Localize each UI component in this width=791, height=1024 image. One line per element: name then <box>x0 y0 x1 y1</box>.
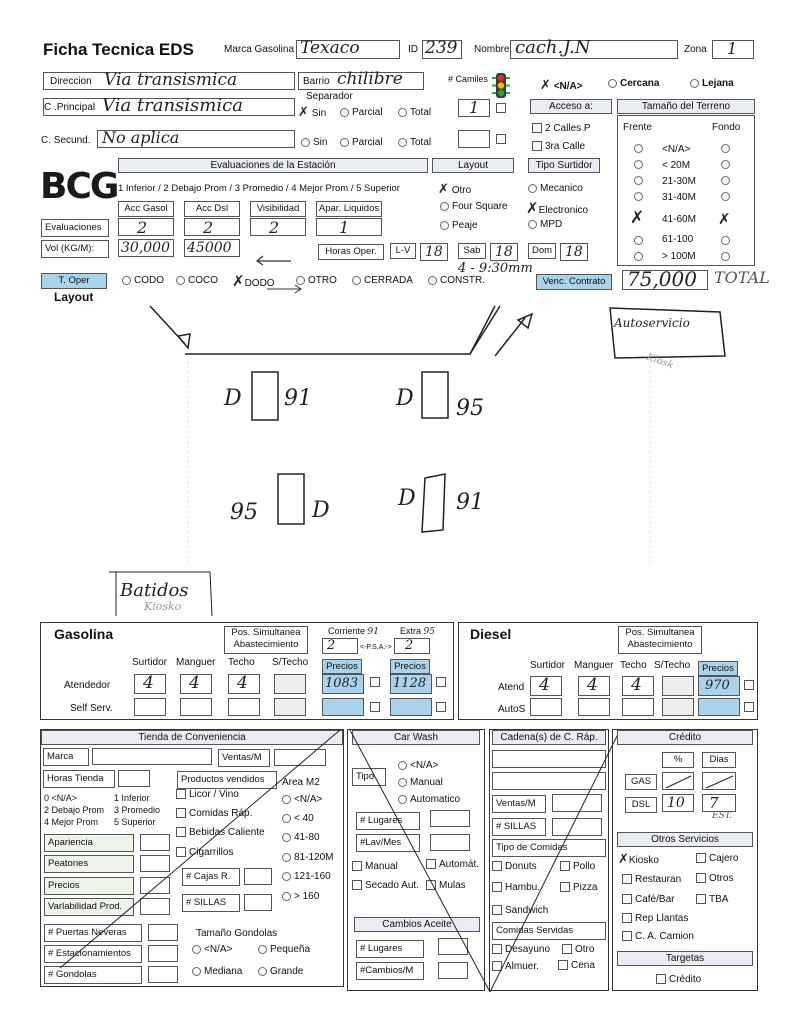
surtidor-mecanico[interactable]: Mecanico <box>528 183 583 194</box>
gas-extra-check[interactable] <box>436 677 449 688</box>
vol-label: Vol (KG/M): <box>41 240 109 258</box>
vol-gasol[interactable]: 30,000 <box>118 239 174 257</box>
layout-peaje[interactable]: Peaje <box>440 220 478 231</box>
cambios-cambios-label: #Cambios/M <box>356 962 424 980</box>
fondo-21-30[interactable] <box>721 175 733 186</box>
nombre-value: cach.J.N <box>515 37 591 58</box>
pump-2-right: 95 <box>456 396 484 421</box>
carwash-secado[interactable]: Secado Aut. <box>352 880 419 891</box>
csecund-field[interactable] <box>97 130 295 148</box>
terreno-opt-6: > 100M <box>662 251 696 262</box>
batidos-sub: Kiosko <box>144 600 182 613</box>
tienda-ventas-label: Ventas/M <box>218 749 270 767</box>
marca-label: Marca Gasolina <box>224 44 295 55</box>
puertas-label: # Puertas Neveras <box>44 924 142 942</box>
frente-61-100[interactable] <box>634 235 646 246</box>
diesel-title: Diesel <box>470 626 512 642</box>
venc-note: TOTAL <box>714 268 770 287</box>
gas-ss-precio-corr[interactable] <box>322 698 364 716</box>
gas-at-techo[interactable]: 4 <box>228 674 260 694</box>
direccion-field[interactable] <box>43 72 295 90</box>
cadena-cena[interactable]: Cena <box>558 960 595 971</box>
pump-4-right: 91 <box>456 490 484 515</box>
corriente-label: Corriente 91 <box>328 626 379 637</box>
productos-label: Productos vendidos <box>177 771 277 789</box>
otros-rep-llantas[interactable]: Rep Llantas <box>622 913 688 924</box>
cadena-pizza[interactable]: Pizza <box>560 882 597 893</box>
bcg-logo: BCG <box>40 166 118 207</box>
dsl-col-techo: Techo <box>620 660 647 671</box>
terreno-opt-3: 31-40M <box>662 192 696 203</box>
pump-3-right: D <box>312 498 330 523</box>
csecund-parcial[interactable]: Parcial <box>340 137 383 148</box>
area-81-120[interactable]: 81-120M <box>282 852 333 863</box>
gas-col-surtidor: Surtidor <box>132 657 168 668</box>
gas-at-stecho[interactable] <box>274 674 306 694</box>
dsl-as-stecho[interactable] <box>662 698 694 716</box>
fondo-31-40[interactable] <box>721 191 733 202</box>
dsl-precios: Precios <box>698 661 738 676</box>
terreno-opt-0: <N/A> <box>662 144 691 155</box>
area-121-160[interactable]: 121-160 <box>282 871 331 882</box>
separador-parcial[interactable]: Parcial <box>340 107 383 118</box>
eval-peatones: Peatones <box>44 855 134 873</box>
selfserv-label: Self Serv. <box>70 703 113 714</box>
camiles-label: # Camiles <box>448 74 489 84</box>
csecund-label: C. Secund. <box>41 135 91 146</box>
frente-20[interactable] <box>634 159 646 170</box>
venc-field[interactable]: 75,000 <box>622 270 708 290</box>
separador-total[interactable]: Total <box>398 107 431 118</box>
tienda-sillas-label: # SILLAS <box>182 894 240 912</box>
dsl-at-manguer[interactable]: 4 <box>578 676 610 696</box>
targetas-header: Targetas <box>617 951 753 966</box>
atend-label: Atend <box>498 682 525 693</box>
gas-corr-check[interactable] <box>370 677 383 688</box>
toper-otro[interactable]: OTRO <box>296 275 337 286</box>
credito-dsl-pct[interactable]: 10 <box>662 794 694 812</box>
prod-cigarrillos[interactable]: Cigarrillos <box>176 847 233 858</box>
gas-ss-manguer[interactable] <box>180 698 212 716</box>
autoservicio-note: Autoservicio <box>614 316 690 330</box>
frente-31-40[interactable] <box>634 191 646 202</box>
page-title: Ficha Tecnica EDS <box>43 40 194 59</box>
pump-3-left: 95 <box>230 500 258 525</box>
pump-4-left: D <box>398 486 416 511</box>
carwash-manual[interactable]: Manual <box>352 861 398 872</box>
col-visibilidad: Visibilidad <box>250 201 306 217</box>
horas-sab-field[interactable]: 18 <box>490 243 518 261</box>
cadena-servidas-label: Comidas Servidas <box>492 922 606 940</box>
gas-ss-stecho[interactable] <box>274 698 306 716</box>
csecund-sin[interactable]: Sin <box>301 137 327 148</box>
extra-field[interactable]: 2 <box>394 638 430 654</box>
eval-precios: Precios <box>44 877 134 895</box>
otros-cajero[interactable]: Cajero <box>696 853 738 864</box>
cadena-header: Cadena(s) de C. Ráp. <box>492 730 606 745</box>
dsl-at-techo[interactable]: 4 <box>622 676 654 696</box>
otros-cafebar[interactable]: Café/Bar <box>622 894 674 905</box>
terreno-opt-1: < 20M <box>662 160 691 171</box>
layout-header: Layout <box>432 158 514 173</box>
pump-1-left: D <box>224 386 242 411</box>
dsl-as-surtidor[interactable] <box>530 698 562 716</box>
cadena-ventas-label: Ventas/M <box>492 795 546 813</box>
area-160[interactable]: > 160 <box>282 891 319 902</box>
otros-kiosko[interactable]: ✗Kiosko <box>618 852 659 867</box>
terreno-header: Tamaño del Terreno <box>617 99 755 114</box>
cprincipal-label: C .Principal <box>44 102 96 113</box>
acceso-header: Acceso a: <box>530 99 612 114</box>
toper-label: T. Oper <box>41 273 107 289</box>
frente-21-30[interactable] <box>634 175 646 186</box>
gas-at-surtidor[interactable]: 4 <box>134 674 166 694</box>
horas-dom-field[interactable]: 18 <box>560 243 588 261</box>
kiosko-note: Kiosk <box>644 351 675 372</box>
gas-col-manguer: Manguer <box>176 657 216 668</box>
dsl-at-surtidor[interactable]: 4 <box>530 676 562 696</box>
cadena-sillas-label: # SILLAS <box>492 818 546 836</box>
fondo-20[interactable] <box>721 159 733 170</box>
venc-label: Venc. Contrato <box>536 274 612 290</box>
cprincipal-value: Via transismica <box>102 95 243 116</box>
corriente-field[interactable]: 2 <box>322 638 358 654</box>
pump-2-left: D <box>396 386 414 411</box>
area-40[interactable]: < 40 <box>282 813 314 824</box>
otros-header: Otros Servicios <box>617 832 753 847</box>
dsl-at-stecho[interactable] <box>662 676 694 696</box>
prod-bebidas[interactable]: Bebidas Caliente <box>176 827 265 838</box>
fondo-61-100[interactable] <box>721 235 733 246</box>
area-41-80[interactable]: 41-80 <box>282 832 320 843</box>
horas-lv-field[interactable]: 18 <box>420 243 448 261</box>
horas-label: Horas Oper. <box>318 244 384 260</box>
acceso-2calles[interactable]: 2 Calles P <box>532 123 591 134</box>
cadena-desayuno[interactable]: Desayuno <box>492 944 550 955</box>
arrow-icon <box>255 253 295 267</box>
extra-label: Extra 95 <box>400 626 435 637</box>
tamano-pequena[interactable]: Pequeña <box>258 944 310 955</box>
gas-col-techo: Techo <box>228 657 255 668</box>
dsl-as-check[interactable] <box>744 702 757 713</box>
cadena-tipo-label: Tipo de Comidas <box>492 839 606 857</box>
gas-ss-precio-extra[interactable] <box>390 698 432 716</box>
tienda-scale-2: 2 Debajo Prom <box>44 805 105 815</box>
diesel-pos: Pos. Simultanea Abastecimiento <box>618 626 702 654</box>
camiles-value: 1 <box>469 98 480 117</box>
nombre-label: Nombre <box>474 44 510 55</box>
carwash-lugares-label: # Lugares <box>356 812 420 830</box>
col-acc-dsl: Acc Dsl <box>184 201 240 217</box>
credito-pct-label: % <box>662 752 694 768</box>
gondolas-label: # Gondolas <box>44 966 142 984</box>
terreno-opt-2: 21-30M <box>662 176 696 187</box>
toper-constr[interactable]: CONSTR. <box>428 275 485 286</box>
gas-ss-techo[interactable] <box>228 698 260 716</box>
carwash-tipo-manual[interactable]: Manual <box>398 777 443 788</box>
horas-lv-label: L-V <box>390 243 416 259</box>
csecund-value: No aplica <box>102 128 180 147</box>
cadena-otro[interactable]: Otro <box>562 944 594 955</box>
vol-dsl[interactable]: 45000 <box>184 239 240 257</box>
otros-restauran[interactable]: Restauran <box>622 874 681 885</box>
col-acc-gasol: Acc Gasol <box>118 201 174 217</box>
tienda-scale-0: 0 <N/A> <box>44 793 78 803</box>
terreno-opt-5: 61-100 <box>662 234 694 245</box>
separador-label: Separador <box>306 91 353 102</box>
estac-label: # Estacionamientos <box>44 945 142 963</box>
dsl-precio-field[interactable]: 970 <box>698 676 740 696</box>
eval-acc-dsl[interactable]: 2 <box>184 218 240 236</box>
tienda-scale-4: 4 Mejor Prom <box>44 817 99 827</box>
col-apar-liquidos: Apar. Liquidos <box>316 201 382 217</box>
frente-100[interactable] <box>634 251 646 262</box>
carwash-tipo-label: Tipo <box>352 768 386 786</box>
toper-codo[interactable]: CODO <box>122 275 164 286</box>
dsl-precio-check[interactable] <box>744 680 757 691</box>
credito-dsl-dias[interactable]: 7 <box>702 794 736 812</box>
acceso-3racalle[interactable]: 3ra Calle <box>532 141 585 152</box>
horas-dom-label: Dom <box>528 243 556 259</box>
fondo-100[interactable] <box>721 251 733 262</box>
eval-apariencia: Apariencia <box>44 834 134 852</box>
toper-cerrada[interactable]: CERRADA <box>352 275 413 286</box>
credito-gas-label: GAS <box>625 774 657 790</box>
marca-field[interactable] <box>296 40 400 59</box>
dsl-as-techo[interactable] <box>622 698 654 716</box>
cprincipal-field[interactable] <box>43 95 295 116</box>
csecund-camiles-check[interactable] <box>496 134 509 145</box>
evaluaciones-label: Evaluaciones <box>41 219 109 237</box>
cross-out-lines <box>340 724 630 996</box>
prod-licor[interactable]: Licor / Vino <box>176 789 239 800</box>
dsl-col-stecho: S/Techo <box>654 660 691 671</box>
credito-gas-dias[interactable] <box>702 772 736 790</box>
credito-header: Crédito <box>617 730 753 745</box>
prod-comidas[interactable]: Comidas Ráp. <box>176 808 252 819</box>
tienda-marca-label: Marca <box>43 748 89 766</box>
csecund-total[interactable]: Total <box>398 137 431 148</box>
toper-dodo[interactable]: ✗DODO <box>232 272 275 290</box>
layout-sketch <box>100 296 760 620</box>
tamano-grande[interactable]: Grande <box>258 966 303 977</box>
targetas-credito[interactable]: Crédito <box>656 974 701 985</box>
gasolina-pos: Pos. Simultanea Abastecimiento <box>224 626 308 654</box>
eval-variabilidad: Varlabilidad Prod. <box>44 898 134 916</box>
gas-ss-surtidor[interactable] <box>134 698 166 716</box>
evaluaciones-scale: 1 Inferior / 2 Debajo Prom / 3 Promedio / 4 Mejor Prom / 5 Superior <box>118 183 400 194</box>
cadena-almuer[interactable]: Almuer. <box>492 961 539 972</box>
credito-dsl-label: DSL <box>625 797 657 813</box>
horas-sab-label: Sab <box>458 243 486 259</box>
terreno-fondo: Fondo <box>712 122 741 133</box>
carwash-tipo-auto[interactable]: Automatico <box>398 794 460 805</box>
gas-col-stecho: S/Techo <box>272 657 309 668</box>
tienda-scale-1: 1 Inferior <box>114 793 150 803</box>
dsl-col-surtidor: Surtidor <box>530 660 566 671</box>
proximity-cercana[interactable]: Cercana <box>608 78 659 89</box>
carwash-tipo-na[interactable]: <N/A> <box>398 760 438 771</box>
tienda-horas-label: Horas Tienda <box>43 770 115 788</box>
eval-visibilidad[interactable]: 2 <box>250 218 306 236</box>
camiles-check[interactable] <box>496 103 509 114</box>
id-field[interactable] <box>422 40 462 59</box>
otros-tba[interactable]: TBA <box>696 894 728 905</box>
otros-otros[interactable]: Otros <box>696 873 733 884</box>
otros-camion[interactable]: C. A. Camion <box>622 931 694 942</box>
tamano-label: Tamaño Gondolas <box>196 928 278 939</box>
surtidor-mpd[interactable]: MPD <box>528 219 562 230</box>
frente-41-60[interactable]: ✗ <box>630 208 645 228</box>
direccion-label: Direccion <box>50 76 92 87</box>
gas-ss-corr-check[interactable] <box>370 702 383 713</box>
psa-label: <-P.S.A.-> <box>360 644 392 651</box>
id-label: ID <box>408 44 418 55</box>
tamano-na[interactable]: <N/A> <box>192 944 232 955</box>
checked-x-icon: ✗ <box>540 78 551 93</box>
dsl-as-precio[interactable] <box>698 698 740 716</box>
area-na[interactable]: <N/A> <box>282 794 322 805</box>
cambios-lugares-label: # Lugares <box>356 940 424 958</box>
horas-note: 4 - 9:30mm <box>458 261 533 276</box>
surtidor-header: Tipo Surtidor <box>528 158 600 173</box>
gas-precio-corr-field[interactable]: 1083 <box>322 674 364 694</box>
tamano-mediana[interactable]: Mediana <box>192 966 242 977</box>
toper-coco[interactable]: COCO <box>176 275 218 286</box>
gasolina-title: Gasolina <box>54 626 114 642</box>
proximity-na[interactable]: ✗ <N/A> <box>540 78 583 93</box>
traffic-light-icon <box>491 72 511 100</box>
gas-at-manguer[interactable]: 4 <box>180 674 212 694</box>
carwash-mulas[interactable]: Mulas <box>426 880 466 891</box>
autos-label: AutoS <box>498 704 526 715</box>
fondo-41-60[interactable]: ✗ <box>718 210 731 228</box>
dsl-as-manguer[interactable] <box>578 698 610 716</box>
carwash-lavmes-label: #Lav/Mes <box>356 834 420 852</box>
area-label: Area M2 <box>282 777 320 788</box>
barrio-label: Barrio <box>303 76 330 87</box>
surtidor-electronico[interactable]: ✗Electronico <box>526 199 589 217</box>
barrio-value: chilibre <box>337 69 403 89</box>
layout-label: Layout <box>54 290 94 304</box>
zona-field[interactable] <box>712 40 754 59</box>
direccion-value: Via transismica <box>104 70 238 90</box>
cadena-sandwich[interactable]: Sandwich <box>492 905 548 916</box>
tienda-scale-5: 5 Superior <box>114 817 156 827</box>
terreno-opt-4: 41-60M <box>662 214 696 225</box>
cadena-donuts[interactable]: Donuts <box>492 861 537 872</box>
carwash-header: Car Wash <box>352 730 480 745</box>
barrio-field[interactable] <box>298 69 424 90</box>
nombre-field[interactable] <box>510 37 678 59</box>
right-arrow-icon <box>265 284 305 294</box>
atendedor-label: Atendedor <box>64 680 111 691</box>
tienda-cross-line <box>40 724 350 974</box>
gas-precio-extra-field[interactable]: 1128 <box>390 674 432 694</box>
eval-apar-liquidos[interactable]: 1 <box>316 218 382 236</box>
carwash-automat[interactable]: Automát. <box>426 859 479 870</box>
credito-dsl-note: EST. <box>712 811 733 821</box>
cajas-label: # Cajas R. <box>182 868 240 886</box>
proximity-lejana[interactable]: Lejana <box>690 78 734 89</box>
dsl-col-manguer: Manguer <box>574 660 614 671</box>
id-value: 239 <box>425 38 458 58</box>
zona-label: Zona <box>684 44 707 55</box>
credito-gas-pct[interactable] <box>662 772 694 790</box>
frente-na[interactable] <box>634 143 646 154</box>
zona-value: 1 <box>727 39 738 58</box>
cadena-hambu[interactable]: Hambu. <box>492 882 540 893</box>
pump-1-right: 91 <box>284 386 312 411</box>
credito-dias-label: Dias <box>702 752 736 768</box>
layout-foursquare[interactable]: Four Square <box>440 201 508 212</box>
separador-sin[interactable]: ✗ Sin <box>298 105 327 120</box>
marca-value: Texaco <box>300 38 360 58</box>
camiles-field[interactable] <box>458 99 490 117</box>
gas-precios-corr: Precios <box>322 659 362 674</box>
layout-otro[interactable]: ✗ Otro <box>438 182 472 197</box>
tienda-scale-3: 3 Promedio <box>114 805 161 815</box>
cadena-pollo[interactable]: Pollo <box>560 861 595 872</box>
terreno-frente: Frente <box>623 122 652 133</box>
evaluaciones-header: Evaluaciones de la Estación <box>118 158 428 173</box>
gas-ss-extra-check[interactable] <box>436 702 449 713</box>
batidos-note: Batidos <box>120 580 189 601</box>
tienda-header: Tienda de Conveniencia <box>41 730 343 745</box>
csecund-camiles-field[interactable] <box>458 130 490 148</box>
eval-acc-gasol[interactable]: 2 <box>118 218 174 236</box>
cambios-header: Cambios Aceite <box>354 917 480 932</box>
fondo-na[interactable] <box>721 143 733 154</box>
gas-precios-extra: Precios <box>390 659 430 674</box>
